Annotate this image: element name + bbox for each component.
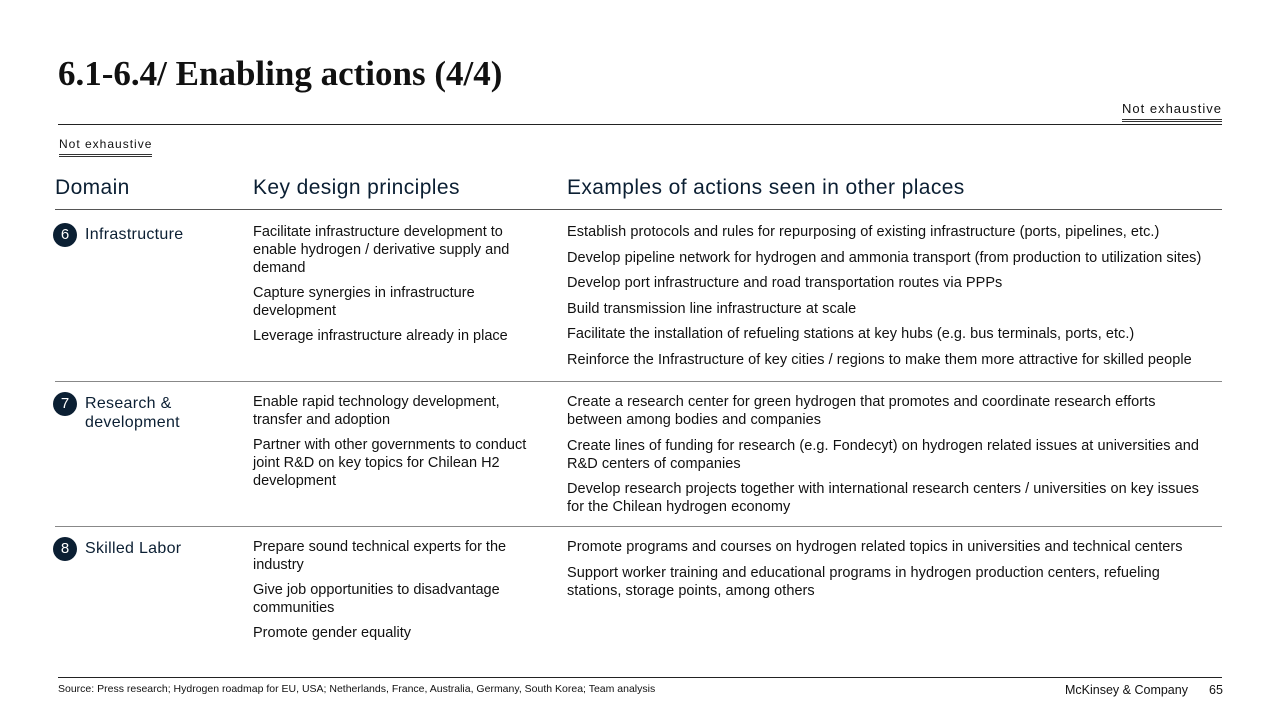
principles-list [253,538,543,649]
source-note: Source: Press research; Hydrogen roadmap for EU, USA; Netherlands, France, Australia, Germany, South Korea; Team analysis [58,683,656,695]
page-number: 65 [1209,683,1223,697]
principles-list [253,223,543,352]
domain-label: Infrastructure [85,226,184,243]
example-item: Develop pipeline network for hydrogen and ammonia transport (from production to utilization sites) [567,249,1202,266]
principles-list [253,393,543,497]
principle-item: Prepare sound technical experts for the industry [253,539,507,573]
column-header-principles: Key design principles [253,176,460,199]
footer-divider [58,677,1222,678]
principle-item: Capture synergies in infrastructure development [253,285,475,319]
example-item: Create a research center for green hydrogen that promotes and coordinate research efforts between among bodies and companies [567,394,1156,428]
example-item: Reinforce the Infrastructure of key cities / regions to make them more attractive for skilled people [567,351,1192,368]
page-title: 6.1-6.4/ Enabling actions (4/4) [58,54,503,93]
section-number-badge: 7 [53,392,77,416]
example-item: Establish protocols and rules for repurposing of existing infrastructure (ports, pipelines, etc.) [567,224,1160,240]
title-divider [58,124,1222,125]
principle-item: Promote gender equality [253,625,411,641]
principle-item: Give job opportunities to disadvantage communities [253,582,500,616]
section-number-badge: 8 [53,537,77,561]
example-item: Promote programs and courses on hydrogen related topics in universities and technical centers [567,539,1183,555]
column-header-domain: Domain [55,176,130,199]
section-divider [55,526,1222,527]
examples-list [567,538,1212,607]
header-divider [55,209,1222,210]
examples-list [567,223,1227,376]
example-item: Facilitate the installation of refueling stations at key hubs (e.g. bus terminals, ports, etc.) [567,326,1135,342]
example-item: Support worker training and educational programs in hydrogen production centers, refueling stations, storage points, among others [567,564,1160,599]
principle-item: Leverage infrastructure already in place [253,328,508,344]
domain-label: Research & development [85,395,180,431]
not-exhaustive-tag: Not exhaustive [1122,101,1222,122]
column-header-examples: Examples of actions seen in other places [567,176,965,199]
domain-label: Skilled Labor [85,540,182,557]
example-item: Create lines of funding for research (e.g. Fondecyt) on hydrogen related issues at universities and R&D centers of companies [567,437,1200,472]
principle-item: Enable rapid technology development, transfer and adoption [253,394,500,428]
section-number-badge: 6 [53,223,77,247]
examples-list [567,393,1207,524]
example-item: Develop port infrastructure and road transportation routes via PPPs [567,275,1003,291]
principle-item: Facilitate infrastructure development to enable hydrogen / derivative supply and demand [253,224,510,276]
principle-item: Partner with other governments to conduct joint R&D on key topics for Chilean H2 development [253,437,527,489]
section-divider [55,381,1222,382]
example-item: Develop research projects together with international research centers / universities on key issues for the Chilean hydrogen economy [567,481,1199,515]
example-item: Build transmission line infrastructure at scale [567,300,857,317]
not-exhaustive-tag-left: Not exhaustive [59,136,152,157]
company-name: McKinsey & Company [1065,683,1188,697]
